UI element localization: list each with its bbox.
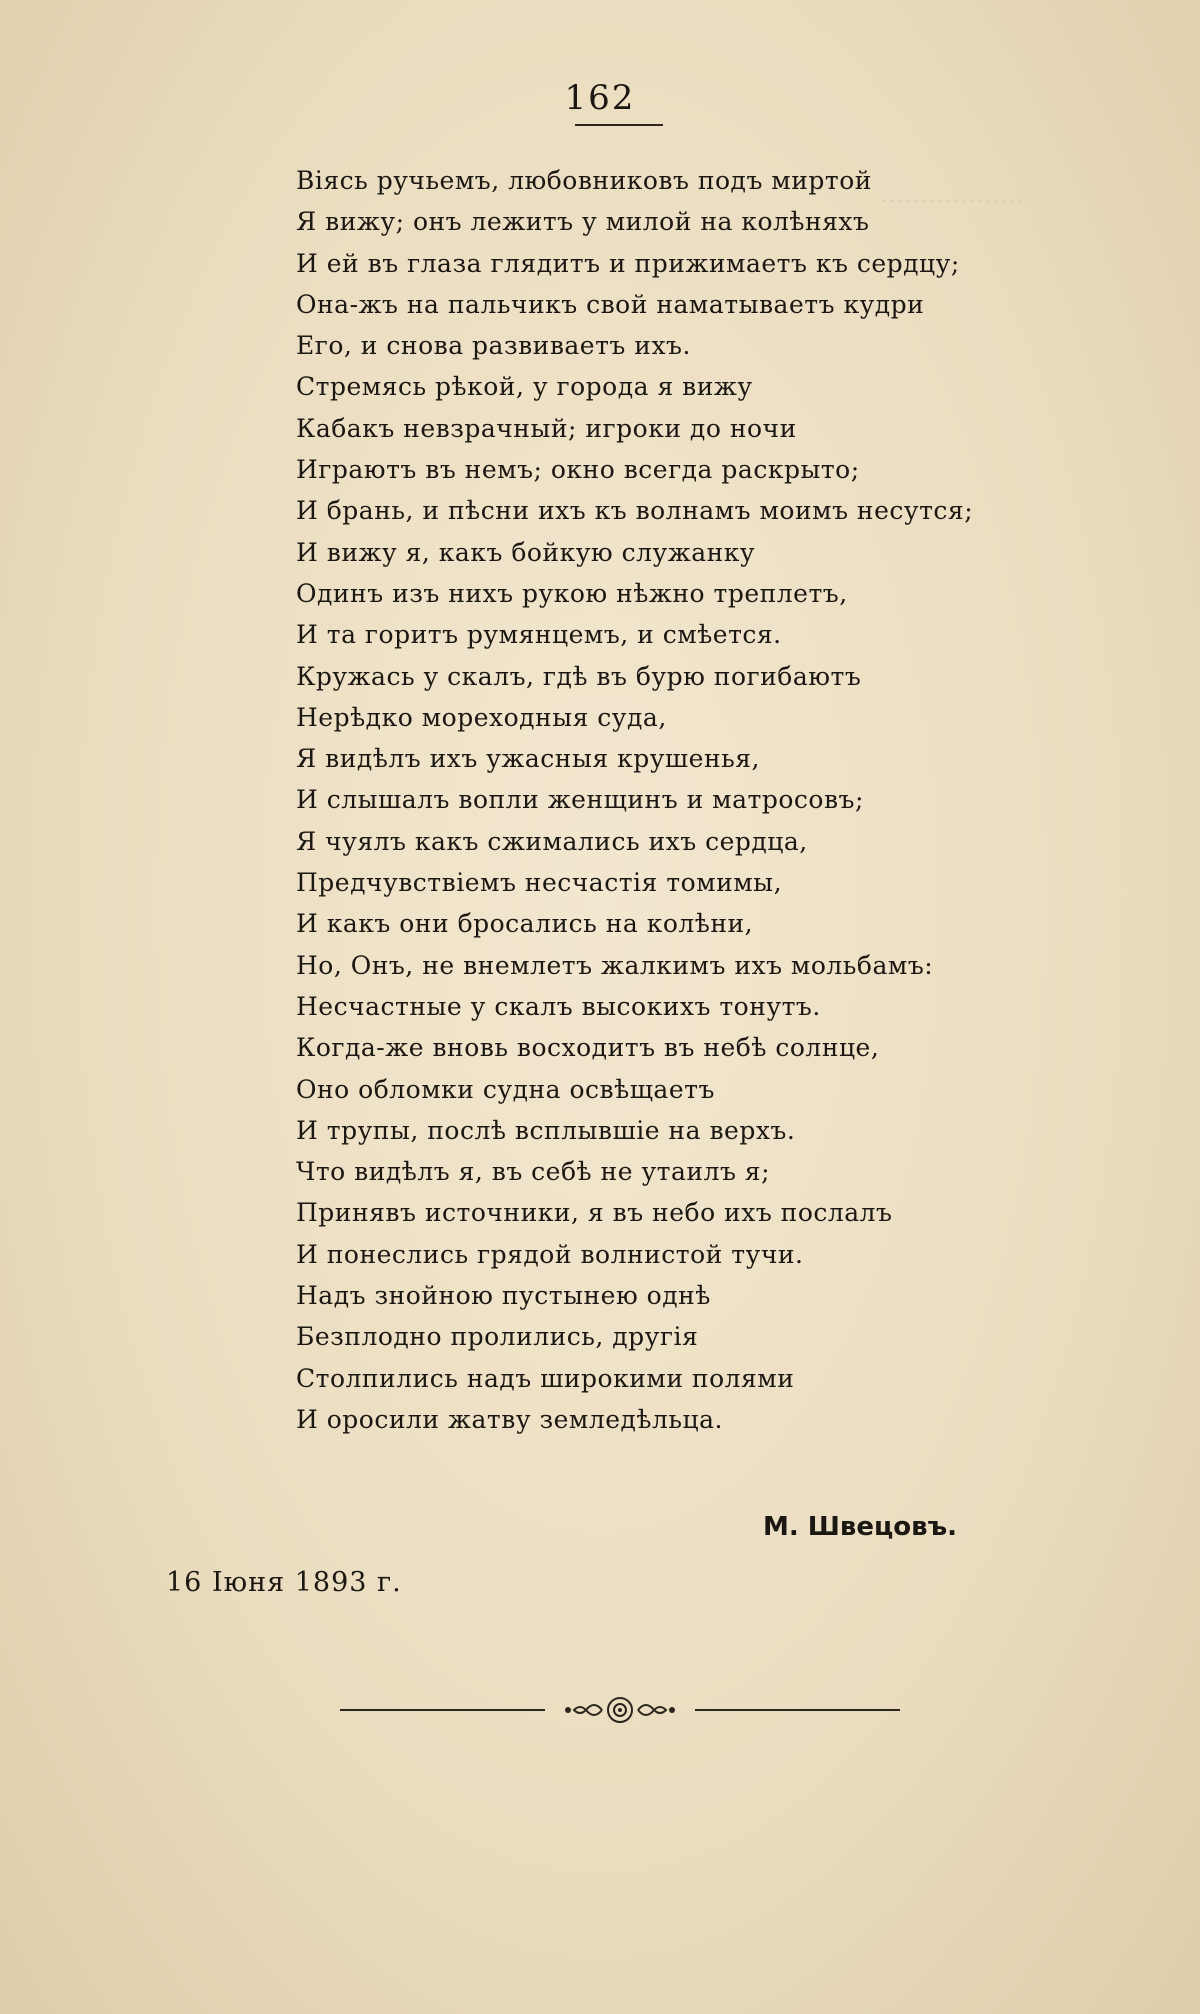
poem-line: Столпились надъ широкими полями [296, 1363, 795, 1393]
poem-line: Віясь ручьемъ, любовниковъ подъ миртой [296, 166, 872, 195]
poem-line: Безплодно пролились, другія [296, 1322, 699, 1352]
poem-line: И та горитъ румянцемъ, и смѣется. [296, 620, 782, 650]
poem-line: Нерѣдко мореходныя суда, [296, 702, 667, 732]
poem-line: Она-жъ на пальчикъ свой наматываетъ кудри [296, 289, 925, 319]
page-number-rule [575, 124, 663, 126]
author-signature: М. Швецовъ. [762, 1512, 957, 1542]
poem-line: Кабакъ невзрачный; игроки до ночи [296, 413, 797, 443]
poem-line: Кружась у скалъ, гдѣ въ бурю погибаютъ [296, 661, 862, 691]
poem-line: Принявъ источники, я въ небо ихъ послалъ [296, 1198, 893, 1228]
poem-line: Оно обломки судна освѣщаетъ [296, 1074, 715, 1104]
poem-line: Я видѣлъ ихъ ужасныя крушенья, [296, 744, 760, 774]
poem-line: Предчувствіемъ несчастія томимы, [296, 868, 783, 898]
separator-rule-left [340, 1709, 545, 1711]
poem-line: Я вижу; онъ лежитъ у милой на колѣняхъ [296, 207, 870, 237]
poem-line: Стремясь рѣкой, у города я вижу [296, 372, 753, 402]
bleed-through-text: ……………… [880, 180, 1024, 208]
poem-line: И слышалъ вопли женщинъ и матросовъ; [296, 785, 864, 815]
poem-line: Я чуялъ какъ сжимались ихъ сердца, [296, 826, 808, 856]
poem-line: И какъ они бросались на колѣни, [296, 909, 754, 939]
poem-line: И вижу я, какъ бойкую служанку [296, 537, 756, 567]
ornamental-separator [340, 1690, 900, 1730]
ornament-icon [550, 1690, 690, 1730]
poem-line: Когда-же вновь восходитъ въ небѣ солнце, [296, 1033, 880, 1063]
date-line: 16 Іюня 1893 г. [166, 1567, 402, 1598]
poem-line: Несчастные у скалъ высокихъ тонутъ. [296, 991, 821, 1021]
poem-line: Его, и снова развиваетъ ихъ. [296, 331, 691, 361]
poem-line: И ей въ глаза глядитъ и прижимаетъ къ сердцу; [296, 248, 960, 278]
poem-line: И брань, и пѣсни ихъ къ волнамъ моимъ несутся; [296, 496, 974, 526]
poem-line: Надъ знойною пустынею однѣ [296, 1281, 711, 1311]
poem-line: И понеслись грядой волнистой тучи. [296, 1239, 804, 1269]
poem [296, 160, 1016, 1440]
poem-line: Одинъ изъ нихъ рукою нѣжно треплетъ, [296, 578, 848, 608]
poem-line: Играютъ въ немъ; окно всегда раскрыто; [296, 455, 860, 485]
poem-line: И трупы, послѣ всплывшіе на верхъ. [296, 1115, 796, 1145]
poem-line: Что видѣлъ я, въ себѣ не утаилъ я; [296, 1157, 770, 1187]
separator-rule-right [695, 1709, 900, 1711]
poem-line: Но, Онъ, не внемлетъ жалкимъ ихъ мольбамъ: [296, 950, 934, 980]
poem-line: И оросили жатву земледѣльца. [296, 1404, 723, 1434]
page-number: 162 [564, 78, 636, 118]
